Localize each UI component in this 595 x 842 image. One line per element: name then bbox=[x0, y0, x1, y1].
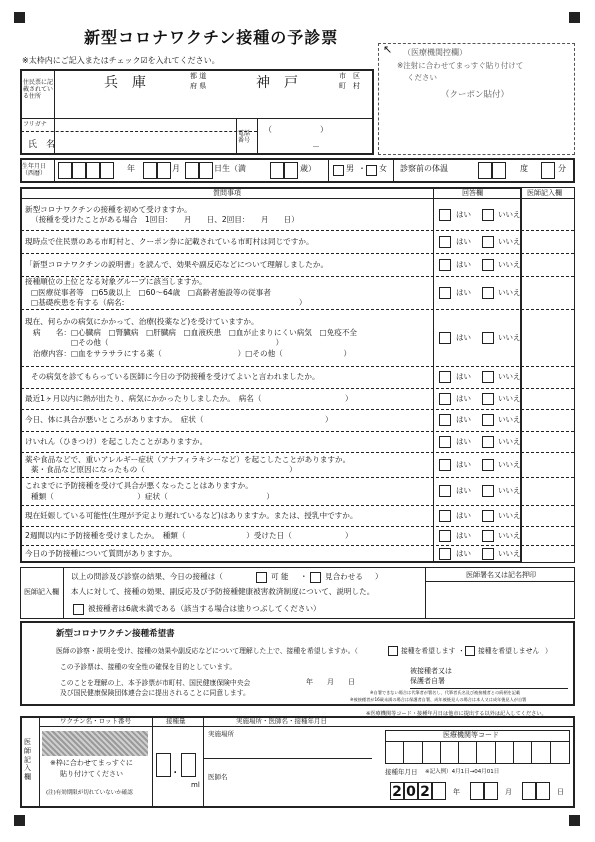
birth-month-unit: 月 bbox=[172, 164, 180, 173]
question-14-no-checkbox[interactable] bbox=[482, 548, 494, 560]
question-2-no-label: いいえ bbox=[498, 236, 521, 246]
question-2-yes-label: はい bbox=[456, 236, 471, 246]
question-11-yes-label: はい bbox=[456, 486, 471, 495]
question-7-line-1: 最近1ヶ月以内に熱が出たり、病気にかかったりしましたか。 病名（ ） bbox=[25, 393, 353, 403]
question-1-line-2: （接種を受けたことがある場合 1回目： 月 日、2回目： 月 日） bbox=[31, 215, 299, 224]
question-10-no-checkbox[interactable] bbox=[482, 459, 494, 471]
age-digit-2[interactable] bbox=[284, 162, 298, 179]
signature-label-2: 保護者自署 bbox=[410, 677, 445, 685]
col-vaccine: ワクチン名・ロット番号 bbox=[60, 717, 132, 725]
question-5-line-3: □その他（ ） bbox=[33, 338, 284, 347]
gender-separator: ・ bbox=[358, 164, 366, 173]
signature-label: 医師署名又は記名押印 bbox=[466, 571, 536, 579]
question-1-no-label: いいえ bbox=[498, 209, 521, 219]
doctor-name-field[interactable] bbox=[235, 762, 370, 802]
age-digit-1[interactable] bbox=[270, 162, 284, 179]
question-6-yes-checkbox[interactable] bbox=[439, 371, 451, 383]
question-9-line-1: けいれん（ひきつけ）を起こしたことがありますか。 bbox=[25, 436, 208, 446]
question-1-yes-label: はい bbox=[456, 209, 471, 219]
not-want-label: 接種を希望しません bbox=[478, 647, 540, 655]
want-label: 接種を希望します bbox=[401, 647, 456, 655]
facility-code-digit-3[interactable] bbox=[423, 742, 441, 763]
question-12-yes-checkbox[interactable] bbox=[439, 510, 451, 522]
consent-date[interactable]: 年 月 日 bbox=[306, 678, 355, 686]
coupon-label-1: （医療機関控欄） bbox=[403, 48, 467, 57]
not-want-checkbox[interactable] bbox=[465, 646, 475, 656]
day-digit-2[interactable] bbox=[536, 782, 550, 800]
question-7-yes-label: はい bbox=[456, 393, 471, 403]
birth-day-digit-1[interactable] bbox=[185, 162, 199, 179]
question-9-yes-checkbox[interactable] bbox=[439, 436, 451, 448]
facility-code-digit-8[interactable] bbox=[514, 742, 532, 763]
birth-year-digit-2[interactable] bbox=[72, 162, 86, 179]
dose-digit-1[interactable] bbox=[156, 753, 171, 777]
question-11-line-2: 種類（ ）症状（ ） bbox=[31, 491, 274, 501]
consent-title: 新型コロナワクチン接種希望書 bbox=[56, 629, 175, 639]
phone-area-code[interactable]: （ ） bbox=[264, 125, 328, 134]
question-4-line-2: □医療従事者等 □65歳以上 □60〜64歳 □高齢者施設等の従事者 bbox=[31, 287, 271, 297]
question-13-no-label: いいえ bbox=[498, 530, 521, 540]
possible-checkbox[interactable] bbox=[256, 572, 267, 583]
question-2-yes-checkbox[interactable] bbox=[439, 236, 451, 248]
day-digit-1[interactable] bbox=[522, 782, 536, 800]
question-4-line-1: 接種順位の上位となる対象グループに該当しますか。 bbox=[25, 277, 207, 287]
col-place: 実施場所・医師名・接種年月日 bbox=[236, 717, 327, 725]
dose-digit-2[interactable] bbox=[181, 753, 196, 777]
name-label: 氏 名 bbox=[28, 140, 56, 150]
question-14-yes-checkbox[interactable] bbox=[439, 548, 451, 560]
prefecture-suffix-2: 府 県 bbox=[190, 82, 207, 90]
doctor-name-label: 医師名 bbox=[208, 773, 228, 781]
postpone-checkbox[interactable] bbox=[310, 572, 321, 583]
instruction-text: ※太枠内にご記入またはチェック☑を入れてください。 bbox=[22, 56, 220, 65]
question-6-yes-label: はい bbox=[456, 372, 471, 381]
question-14-no-label: いいえ bbox=[498, 549, 521, 558]
temp-digit-3[interactable] bbox=[541, 162, 555, 179]
facility-code-digit-2[interactable] bbox=[404, 742, 422, 763]
registration-mark-bottom-right bbox=[569, 815, 580, 826]
phone-label: 電話番号 bbox=[238, 130, 251, 145]
month-digit-2[interactable] bbox=[484, 782, 498, 800]
date-month-unit: 月 bbox=[505, 788, 512, 796]
address-prefecture[interactable]: 兵 庫 bbox=[104, 75, 146, 91]
question-7-no-label: いいえ bbox=[498, 393, 521, 403]
birth-year-unit: 年 bbox=[127, 164, 135, 173]
doctor-section-label: 医師記入欄 bbox=[24, 588, 59, 596]
temp-unit-degree: 度 bbox=[520, 164, 528, 173]
year-digit-1: 2 bbox=[390, 782, 404, 800]
question-11-no-checkbox[interactable] bbox=[482, 485, 494, 497]
under-six-checkbox[interactable] bbox=[73, 604, 84, 615]
question-4-line-3: □基礎疾患を有する（病名: ） bbox=[31, 298, 307, 308]
question-4-no-label: いいえ bbox=[498, 287, 521, 297]
question-12-no-label: いいえ bbox=[498, 510, 521, 520]
consent-separator: ・ bbox=[458, 647, 465, 655]
question-11-yes-checkbox[interactable] bbox=[439, 485, 451, 497]
question-7-no-checkbox[interactable] bbox=[482, 393, 494, 405]
birth-month-digit-1[interactable] bbox=[143, 162, 157, 179]
year-digit-2: 0 bbox=[404, 782, 418, 800]
consent-paren-close: ） bbox=[545, 647, 552, 655]
signature-note-1: ※自署できない場合は代筆者が署名し、代筆者氏名及び被接種者との続柄を記載 bbox=[370, 690, 521, 695]
question-6-no-checkbox[interactable] bbox=[482, 371, 494, 383]
birth-label: 生年月日（西暦） bbox=[22, 163, 47, 178]
name-field[interactable] bbox=[56, 133, 234, 153]
facility-code-digit-6[interactable] bbox=[478, 742, 496, 763]
coupon-label-3: ください bbox=[407, 73, 437, 82]
question-10-line-1: 薬や食品などで、重いアレルギー症状（アナフィラキシーなど）を起こしたことがありますか。 bbox=[25, 454, 351, 464]
question-4-yes-checkbox[interactable] bbox=[439, 287, 451, 299]
facility-code-digit-9[interactable] bbox=[532, 742, 550, 763]
temp-unit-minute: 分 bbox=[558, 164, 566, 173]
dose-decimal-point: . bbox=[173, 761, 178, 777]
question-12-no-checkbox[interactable] bbox=[482, 510, 494, 522]
coupon-label-4: （クーポン貼付） bbox=[441, 90, 510, 100]
question-14-line-1: 今日の予防接種について質問がありますか。 bbox=[25, 549, 177, 559]
bottom-note: ※医療機関等コード・接種年月日は他市に提出する以外は記入してください。 bbox=[366, 711, 547, 717]
question-12-yes-label: はい bbox=[456, 510, 471, 520]
facility-code-digit-7[interactable] bbox=[496, 742, 514, 763]
possible-label: 可 能 bbox=[271, 572, 289, 581]
consent-question: 医師の診察・説明を受け、接種の効果や副反応などについて理解した上で、接種を希望しますか。（ bbox=[56, 647, 358, 655]
question-5-no-label: いいえ bbox=[498, 332, 521, 342]
vaccine-note-2: 貼り付けてください bbox=[60, 770, 123, 778]
place-field[interactable] bbox=[240, 730, 370, 756]
question-3-yes-label: はい bbox=[456, 259, 471, 269]
date-day-unit: 日 bbox=[557, 788, 564, 796]
question-8-yes-label: はい bbox=[456, 415, 471, 424]
consent-agreement-2: 及び国民健康保険団体連合会に提出されることに同意します。 bbox=[60, 689, 250, 697]
consent-purpose: この予診票は、接種の安全性の確保を目的としています。 bbox=[60, 663, 237, 671]
consent-agreement-1: このことを理解の上、本予診票が市町村、国民健康保険中央会 bbox=[60, 679, 251, 687]
question-1-line-1: 新型コロナワクチンの接種を初めて受けますか。 bbox=[25, 204, 192, 214]
month-digit-1[interactable] bbox=[470, 782, 484, 800]
year-digit-4[interactable] bbox=[432, 782, 446, 800]
question-5-no-checkbox[interactable] bbox=[482, 332, 494, 344]
question-13-line-1: 2週間以内に予防接種を受けましたか。 種類（ ）受けた日（ ） bbox=[25, 530, 353, 540]
dose-unit: ml bbox=[191, 781, 200, 789]
question-1-yes-checkbox[interactable] bbox=[439, 209, 451, 221]
temp-digit-1[interactable] bbox=[478, 162, 492, 179]
facility-code-digit-4[interactable] bbox=[441, 742, 459, 763]
address-city[interactable]: 神 戸 bbox=[256, 75, 298, 91]
birth-year-digit-1[interactable] bbox=[58, 162, 72, 179]
question-13-yes-label: はい bbox=[456, 530, 471, 540]
header-question: 質問事項 bbox=[213, 189, 241, 197]
question-11-no-label: いいえ bbox=[498, 486, 521, 495]
explanation-text: 本人に対して、接種の効果、副反応及び予防接種健康被害救済制度について、説明した。 bbox=[71, 587, 375, 596]
city-suffix-2: 町 村 bbox=[339, 82, 360, 90]
record-side-label: 医師記入欄 bbox=[24, 738, 31, 781]
question-10-yes-label: はい bbox=[456, 459, 471, 469]
temperature-label: 診察前の体温 bbox=[400, 164, 448, 173]
question-6-no-label: いいえ bbox=[498, 372, 521, 381]
signature-field[interactable] bbox=[460, 668, 568, 686]
place-label: 実施場所 bbox=[208, 730, 234, 738]
birth-year-digit-4[interactable] bbox=[100, 162, 114, 179]
facility-code-digit-1[interactable] bbox=[386, 742, 404, 763]
coupon-area bbox=[378, 43, 575, 155]
facility-code-digit-10[interactable] bbox=[551, 742, 569, 763]
question-13-yes-checkbox[interactable] bbox=[439, 530, 451, 542]
header-answer: 回答欄 bbox=[462, 189, 483, 197]
question-2-no-checkbox[interactable] bbox=[482, 236, 494, 248]
question-1-no-checkbox[interactable] bbox=[482, 209, 494, 221]
question-11-line-1: これまでに予防接種を受けて具合が悪くなったことはありますか。 bbox=[25, 481, 253, 490]
prefecture-suffix-1: 都 道 bbox=[190, 72, 207, 80]
facility-code-digit-5[interactable] bbox=[459, 742, 477, 763]
question-2-line-1: 現時点で住民票のある市町村と、クーポン券に記載されている市町村は同じですか。 bbox=[25, 236, 314, 246]
result-separator: ・ bbox=[300, 572, 308, 581]
registration-mark-bottom-left bbox=[14, 815, 25, 826]
question-9-no-checkbox[interactable] bbox=[482, 436, 494, 448]
question-10-yes-checkbox[interactable] bbox=[439, 459, 451, 471]
phone-dash: － bbox=[312, 142, 320, 151]
birth-day-digit-2[interactable] bbox=[199, 162, 213, 179]
question-5-line-2: 病 名：□心臓病 □腎臓病 □肝臓病 □血液疾患 □血が止まりにくい病気 □免疫不全 bbox=[33, 327, 358, 337]
male-checkbox[interactable] bbox=[333, 165, 344, 176]
address-label: 住民票に記載されている住所 bbox=[23, 79, 54, 100]
question-8-no-checkbox[interactable] bbox=[482, 414, 494, 426]
doctor-result-text: 以上の問診及び診察の結果、今日の接種は（ bbox=[71, 572, 223, 581]
question-3-yes-checkbox[interactable] bbox=[439, 259, 451, 271]
date-year-unit: 年 bbox=[453, 788, 460, 796]
vaccine-note-3: (注)有効期限が切れていないか確認 bbox=[46, 790, 133, 796]
question-12-line-1: 現在妊娠している可能性(生理が予定より遅れているなど)はありますか。または、授乳中ですか。 bbox=[25, 510, 358, 520]
furigana-field[interactable] bbox=[56, 122, 234, 130]
vaccination-date-example: ※記入例）4月1日→04月01日 bbox=[425, 769, 500, 775]
question-9-no-label: いいえ bbox=[498, 436, 521, 446]
temp-digit-2[interactable] bbox=[492, 162, 506, 179]
header-doctor: 医師記入欄 bbox=[527, 189, 562, 197]
age-unit: 歳） bbox=[300, 164, 316, 173]
question-5-yes-checkbox[interactable] bbox=[439, 332, 451, 344]
vaccination-date-label: 接種年月日 bbox=[385, 768, 418, 776]
result-paren-close: ） bbox=[375, 572, 383, 581]
birth-month-digit-2[interactable] bbox=[157, 162, 171, 179]
arrow-icon: ↖ bbox=[383, 43, 393, 56]
vaccine-label-sticker[interactable] bbox=[42, 731, 148, 756]
question-9-yes-label: はい bbox=[456, 436, 471, 446]
female-checkbox[interactable] bbox=[366, 165, 377, 176]
under-six-text: 被接種者は6歳未満である（該当する場合は塗りつぶしてください） bbox=[88, 604, 321, 613]
question-5-line-1: 現在、何らかの病気にかかって、治療(投薬など)を受けていますか。 bbox=[25, 317, 259, 326]
page-title: 新型コロナワクチン接種の予診票 bbox=[84, 28, 339, 47]
question-10-no-label: いいえ bbox=[498, 459, 521, 469]
birth-day-unit: 日生（満 bbox=[214, 164, 246, 173]
question-8-yes-checkbox[interactable] bbox=[439, 414, 451, 426]
signature-note-2: ※被接種者が16歳未満の場合は保護者自署、成年被後見人の場合は本人又は成年後見人が自署 bbox=[350, 697, 527, 702]
question-4-no-checkbox[interactable] bbox=[482, 287, 494, 299]
city-suffix-1: 市 区 bbox=[339, 72, 360, 80]
question-3-no-label: いいえ bbox=[498, 259, 521, 269]
birth-year-digit-3[interactable] bbox=[86, 162, 100, 179]
facility-code-label: 医療機関等コード bbox=[443, 731, 499, 739]
year-digit-3: 2 bbox=[418, 782, 432, 800]
furigana-label: フリガナ bbox=[23, 121, 47, 128]
question-14-yes-label: はい bbox=[456, 549, 471, 558]
question-8-line-1: 今日、体に具合が悪いところがありますか。 症状（ ） bbox=[25, 415, 333, 425]
question-3-no-checkbox[interactable] bbox=[482, 259, 494, 271]
question-3-line-1: 「新型コロナワクチンの説明書」を読んで、効果や副反応などについて理解しましたか。 bbox=[25, 259, 329, 269]
male-label: 男 bbox=[346, 164, 354, 173]
question-13-no-checkbox[interactable] bbox=[482, 530, 494, 542]
registration-mark-top-left bbox=[14, 12, 25, 23]
want-checkbox[interactable] bbox=[388, 646, 398, 656]
signature-label-1: 被接種者又は bbox=[410, 667, 452, 675]
question-8-no-label: いいえ bbox=[498, 415, 521, 424]
question-6-line-1: その病気を診てもらっている医師に今日の予防接種を受けてよいと言われましたか。 bbox=[31, 372, 320, 382]
question-4-yes-label: はい bbox=[456, 287, 471, 297]
female-label: 女 bbox=[379, 164, 387, 173]
postpone-label: 見合わせる bbox=[325, 572, 363, 581]
question-10-line-2: 薬・食品など原因になったもの（ ） bbox=[31, 465, 297, 474]
col-amount: 接種量 bbox=[166, 717, 186, 725]
question-5-line-4: 治療内容：□血をサラサラにする薬（ ）□その他（ ） bbox=[33, 348, 352, 358]
question-7-yes-checkbox[interactable] bbox=[439, 393, 451, 405]
registration-mark-top-right bbox=[569, 12, 580, 23]
coupon-label-2: ※注射に合わせてまっすぐ貼り付けて bbox=[397, 61, 524, 70]
vaccine-note-1: ※枠に合わせてまっすぐに bbox=[50, 759, 133, 767]
question-5-yes-label: はい bbox=[456, 332, 471, 342]
